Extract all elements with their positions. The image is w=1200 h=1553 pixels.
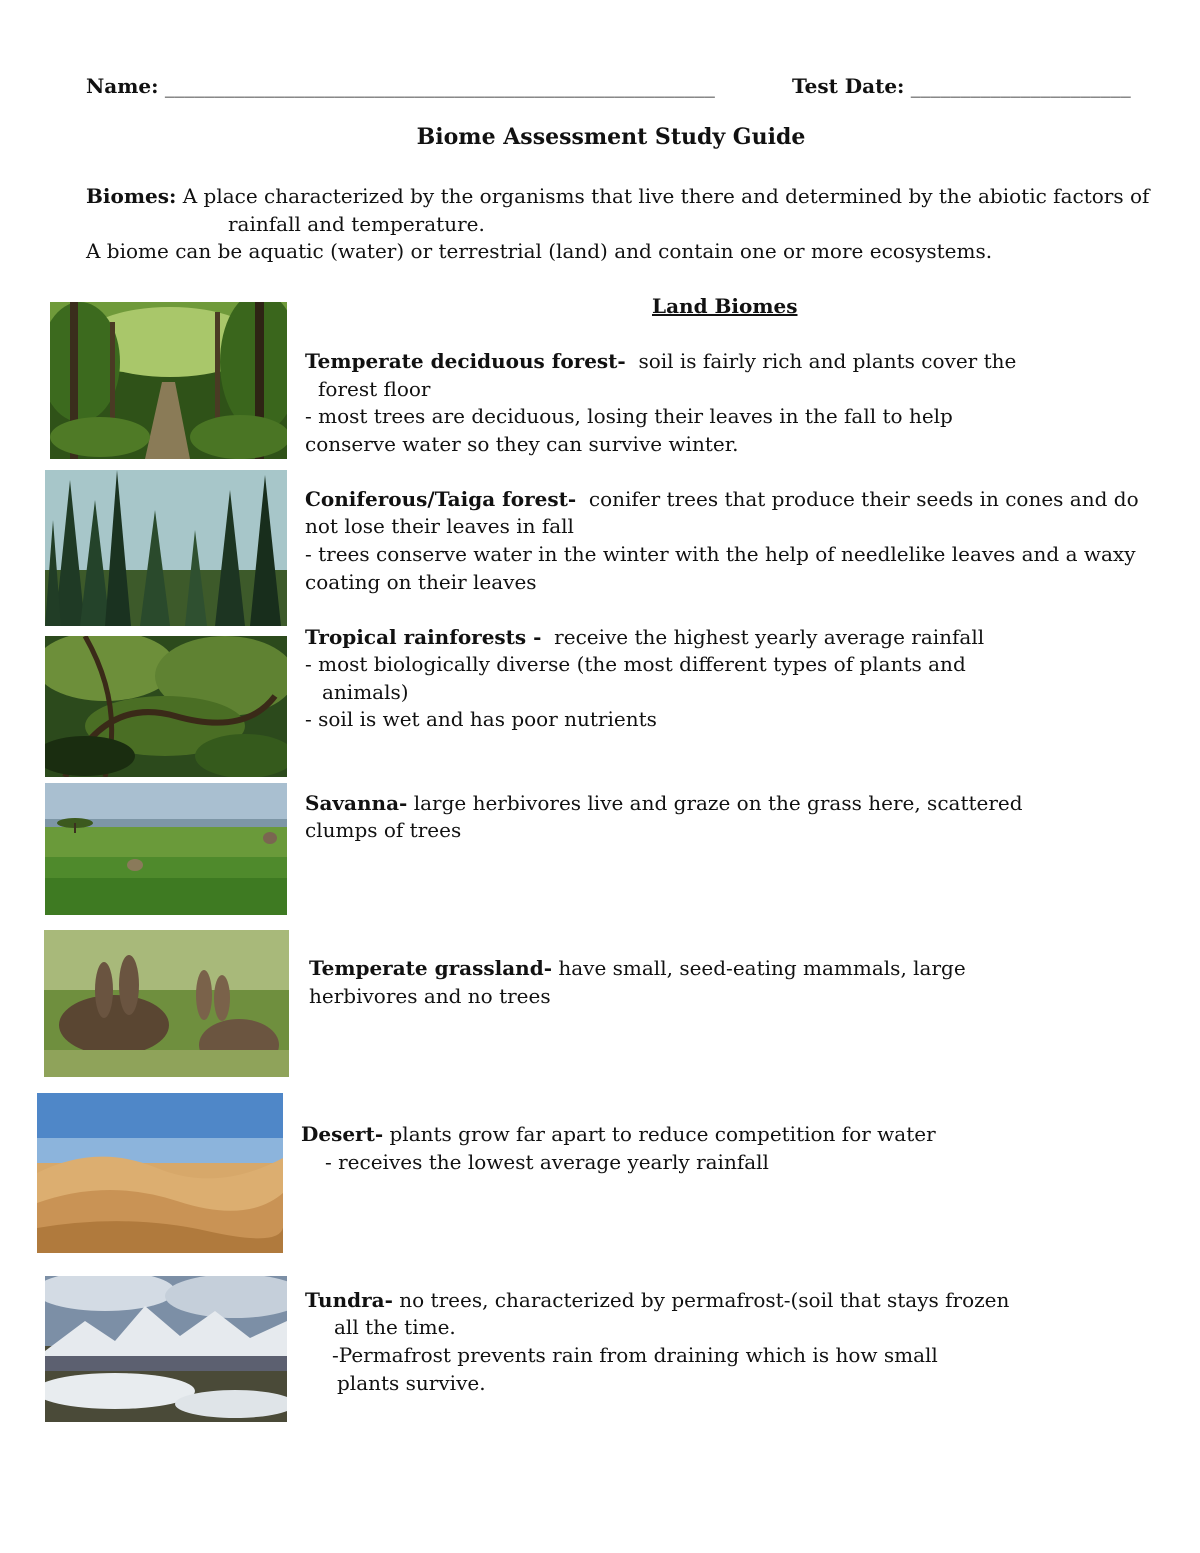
biome-term: Temperate deciduous forest- <box>305 349 626 373</box>
biome-line: conserve water so they can survive winter. <box>305 432 739 456</box>
forest-path-photo <box>50 302 287 459</box>
test-date-blank: ______________________ <box>910 74 1131 98</box>
biome-line: coating on their leaves <box>305 570 537 594</box>
intro-line-3: A biome can be aquatic (water) or terrestrial (land) and contain one or more ecosystems. <box>86 239 993 263</box>
savanna-photo <box>45 783 287 915</box>
intro-definition-2: rainfall and temperature. <box>228 212 485 236</box>
biome-line: plants survive. <box>337 1371 486 1395</box>
biome-term: Tropical rainforests - <box>305 625 542 649</box>
test-date-label: Test Date: <box>792 74 905 98</box>
biome-line: plants grow far apart to reduce competition for water <box>389 1122 936 1146</box>
biome-line: forest floor <box>318 377 431 401</box>
name-label: Name: <box>86 74 159 98</box>
biome-line: receive the highest yearly average rainfall <box>554 625 985 649</box>
biome-term: Desert- <box>301 1122 384 1146</box>
section-heading-land-biomes: Land Biomes <box>652 294 798 318</box>
biome-coniferous-taiga-forest <box>305 489 1139 509</box>
biome-line: - receives the lowest average yearly rainfall <box>325 1150 769 1174</box>
name-field <box>86 76 715 96</box>
biome-line: have small, seed-eating mammals, large <box>558 956 966 980</box>
biome-line: -Permafrost prevents rain from draining which is how small <box>332 1343 938 1367</box>
biome-line: conifer trees that produce their seeds in cones and do <box>588 487 1139 511</box>
intro-term: Biomes: <box>86 184 177 208</box>
biome-line: no trees, characterized by permafrost-(soil that stays frozen <box>399 1288 1010 1312</box>
conifer-forest-photo <box>45 470 287 626</box>
intro-definition <box>86 186 1149 206</box>
biome-tropical-rainforests <box>305 627 984 647</box>
biome-line: - most trees are deciduous, losing their leaves in the fall to help <box>305 404 953 428</box>
biome-line: animals) <box>322 680 409 704</box>
test-date-field <box>792 76 1131 96</box>
sand-dunes-photo <box>37 1093 283 1253</box>
biome-line: soil is fairly rich and plants cover the <box>638 349 1017 373</box>
biome-savanna <box>305 793 1023 813</box>
biome-line: clumps of trees <box>305 818 462 842</box>
name-blank: _______________________________________________________ <box>164 74 715 98</box>
biome-line: all the time. <box>334 1315 456 1339</box>
biome-line: herbivores and no trees <box>309 984 551 1008</box>
jungle-photo <box>45 636 287 777</box>
biome-term: Temperate grassland- <box>309 956 552 980</box>
biome-line: - most biologically diverse (the most different types of plants and <box>305 652 966 676</box>
biome-temperate-grassland <box>309 958 966 978</box>
biome-temperate-deciduous-forest <box>305 351 1016 371</box>
tundra-photo <box>45 1276 287 1422</box>
biome-line: not lose their leaves in fall <box>305 514 574 538</box>
biome-line: large herbivores live and graze on the grass here, scattered <box>413 791 1023 815</box>
biome-desert <box>301 1124 936 1144</box>
page-title: Biome Assessment Study Guide <box>416 124 806 150</box>
biome-term: Savanna- <box>305 791 408 815</box>
grassland-rabbits-photo <box>44 930 289 1077</box>
biome-line: - soil is wet and has poor nutrients <box>305 707 657 731</box>
biome-line: - trees conserve water in the winter with the help of needlelike leaves and a waxy <box>305 542 1136 566</box>
biome-tundra <box>305 1290 1009 1310</box>
biome-term: Tundra- <box>305 1288 393 1312</box>
intro-definition-1: A place characterized by the organisms that live there and determined by the abiotic factors of <box>182 184 1150 208</box>
biome-term: Coniferous/Taiga forest- <box>305 487 577 511</box>
